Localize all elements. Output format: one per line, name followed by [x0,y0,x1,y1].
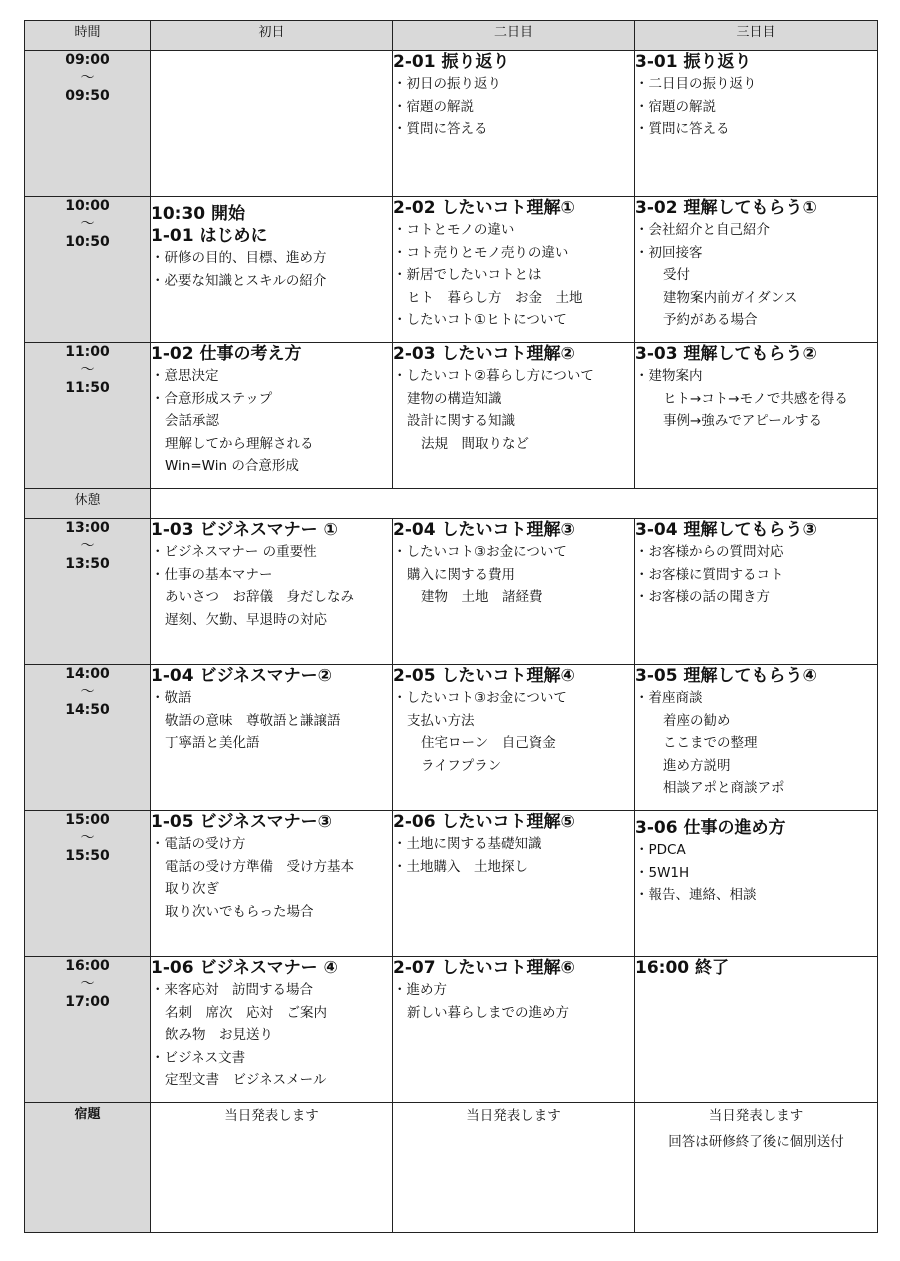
time-separator: ～ [80,216,95,232]
session-line: 名刺 席次 応対 ご案内 [165,1004,327,1021]
time-separator: ～ [80,684,95,700]
session-line: ・報告、連絡、相談 [635,887,757,903]
time-end: 14:50 [65,702,110,718]
session-title: 1-05 ビジネスマナー③ [151,812,333,832]
session-cell-day2 [393,957,635,1103]
session-line: ・着座商談 [635,690,703,706]
session-line: ・初回接客 [635,244,703,261]
session-line: 事例→強みでアピールする [663,413,823,429]
session-line: 取り次いでもらった場合 [165,903,314,920]
time-start: 10:00 [65,198,110,214]
session-line: ・お客様からの質問対応 [635,544,784,560]
break-label: 休憩 [25,489,151,519]
session-line: ・質問に答える [635,121,730,137]
session-line: ・合意形成ステップ [151,390,273,407]
session-title: 3-01 振り返り [635,52,752,72]
session-cell-day3 [635,957,878,1103]
session-cell-day2 [393,665,635,811]
session-line: ・5W1H [635,864,690,881]
time-start: 14:00 [65,666,110,682]
session-line: 設計に関する知識 [407,413,515,429]
session-title: 16:00 終了 [635,958,730,978]
session-line: 定型文書 ビジネスメール [165,1072,327,1088]
session-title: 2-05 したいコト理解④ [393,666,575,686]
homework-cell-day1 [151,1103,393,1233]
session-cell-day3 [635,343,878,489]
session-title: 2-07 したいコト理解⑥ [393,958,575,978]
session-cell-day2 [393,811,635,957]
homework-row [25,1103,878,1233]
session-title: 10:30 開始 [151,204,246,224]
session-line: ・二日目の振り返り [635,76,757,92]
session-line: 建物の構造知識 [407,390,502,407]
session-line: 支払い方法 [407,712,475,729]
session-cell-day1 [151,51,393,197]
homework-text: 回答は研修終了後に個別送付 [668,1134,844,1150]
time-end: 13:50 [65,556,110,572]
session-line: ・したいコト③お金について [393,544,567,560]
session-line: ・したいコト①ヒトについて [393,312,567,328]
session-line: 新しい暮らしまでの進め方 [407,1004,569,1021]
session-line: ・仕事の基本マナー [151,566,273,583]
session-line: 敬語の意味 尊敬語と謙譲語 [165,712,341,729]
time-slot [25,51,151,197]
time-separator: ～ [80,70,95,86]
time-slot [25,957,151,1103]
time-start: 13:00 [65,520,110,536]
time-end: 10:50 [65,234,110,250]
session-line: 購入に関する費用 [407,566,515,583]
session-line: ライフプラン [421,757,502,774]
session-line: ・宿題の解説 [393,98,474,115]
session-cell-day2 [393,519,635,665]
session-line: ・土地購入 土地探し [393,858,528,875]
header-day2: 二日目 [393,21,635,51]
time-end: 15:50 [65,848,110,864]
schedule-row [25,519,878,665]
time-slot [25,811,151,957]
header-time: 時間 [25,21,151,51]
session-cell-day1 [151,665,393,811]
session-title: 3-03 理解してもらう② [635,344,817,364]
time-start: 09:00 [65,52,110,68]
session-line: ・電話の受け方 [151,836,246,852]
session-line: ・宿題の解説 [635,98,716,115]
homework-text: 当日発表します [466,1108,561,1124]
session-line: ・ビジネスマナー の重要性 [151,544,317,560]
session-cell-day2 [393,51,635,197]
header-row [25,21,878,51]
header-day1: 初日 [151,21,393,51]
session-line: 住宅ローン 自己資金 [421,735,556,751]
session-title: 3-04 理解してもらう③ [635,520,817,540]
training-schedule-table [24,20,878,1233]
session-line: Win=Win の合意形成 [165,458,299,474]
session-cell-day1 [151,811,393,957]
time-start: 11:00 [65,344,110,360]
session-cell-day1 [151,343,393,489]
session-line: ・建物案内 [635,368,703,384]
session-line: 進め方説明 [663,757,731,774]
time-separator: ～ [80,976,95,992]
session-line: ・質問に答える [393,121,488,137]
time-start: 16:00 [65,958,110,974]
time-end: 09:50 [65,88,110,104]
session-cell-day3 [635,51,878,197]
session-cell-day3 [635,665,878,811]
time-start: 15:00 [65,812,110,828]
session-line: ・お客様に質問するコト [635,566,784,583]
session-line: 会話承認 [165,413,219,429]
session-line: 丁寧語と美化語 [165,735,260,751]
time-slot [25,665,151,811]
homework-text: 当日発表します [708,1108,804,1124]
session-line: 理解してから理解される [165,435,314,452]
schedule-row [25,957,878,1103]
session-line: ・コトとモノの違い [393,222,515,238]
session-line: ・進め方 [393,982,447,998]
header-day3: 三日目 [635,21,878,51]
session-line: ・コト売りとモノ売りの違い [393,244,569,261]
session-cell-day2 [393,197,635,343]
session-line: ・土地に関する基礎知識 [393,836,542,852]
session-title: 2-06 したいコト理解⑤ [393,812,575,832]
time-separator: ～ [80,830,95,846]
session-line: ・必要な知識とスキルの紹介 [151,272,327,289]
session-title: 1-03 ビジネスマナー ① [151,520,338,540]
break-row [25,489,878,519]
session-line: ・お客様の話の聞き方 [635,589,770,605]
session-cell-day1 [151,519,393,665]
schedule-row [25,811,878,957]
session-title: 1-02 仕事の考え方 [151,344,302,364]
schedule-row [25,51,878,197]
schedule-row [25,665,878,811]
time-separator: ～ [80,538,95,554]
session-line: 法規 間取りなど [421,435,529,452]
session-cell-day3 [635,811,878,957]
time-separator: ～ [80,362,95,378]
session-line: ・研修の目的、目標、進め方 [151,250,327,266]
homework-cell-day3 [635,1103,878,1233]
session-cell-day1 [151,957,393,1103]
session-line: ・来客応対 訪問する場合 [151,982,313,998]
session-title: 1-04 ビジネスマナー② [151,666,333,686]
session-cell-day2 [393,343,635,489]
session-cell-day3 [635,197,878,343]
session-title: 2-03 したいコト理解② [393,344,575,364]
time-slot [25,197,151,343]
session-line: ・PDCA [635,842,686,858]
session-line: 相談アポと商談アポ [663,780,785,796]
session-line: ・ビジネス文書 [151,1049,246,1066]
session-line: ・初日の振り返り [393,76,501,92]
session-line: 取り次ぎ [165,881,219,897]
session-line: ・したいコト②暮らし方について [393,368,594,384]
session-line: 飲み物 お見送り [165,1027,273,1043]
time-slot [25,519,151,665]
session-line: 建物案内前ガイダンス [663,289,798,306]
session-line: ここまでの整理 [663,735,758,751]
session-title: 3-05 理解してもらう④ [635,666,817,686]
session-title: 1-06 ビジネスマナー ④ [151,958,338,978]
session-line: ・新居でしたいコトとは [393,267,542,283]
session-line: ・したいコト③お金について [393,690,567,706]
session-line: ヒト→コト→モノで共感を得る [663,390,848,407]
schedule-row [25,343,878,489]
session-line: 予約がある場合 [663,312,758,328]
homework-label: 宿題 [25,1103,151,1233]
session-line: 建物 土地 諸経費 [421,589,543,605]
session-line: 受付 [663,267,690,283]
homework-text: 当日発表します [224,1108,319,1124]
session-line: 着座の勧め [663,712,731,729]
session-line: あいさつ お辞儀 身だしなみ [165,589,354,605]
homework-cell-day2 [393,1103,635,1233]
session-line: ・意思決定 [151,368,219,384]
break-span [151,489,878,519]
session-title: 2-01 振り返り [393,52,510,72]
session-title: 3-02 理解してもらう① [635,198,817,218]
session-line: ・敬語 [151,690,192,706]
session-title: 2-04 したいコト理解③ [393,520,575,540]
schedule-row [25,197,878,343]
time-slot [25,343,151,489]
session-title: 3-06 仕事の進め方 [635,818,786,838]
session-cell-day3 [635,519,878,665]
session-title: 1-01 はじめに [151,226,268,246]
session-line: 遅刻、欠勤、早退時の対応 [165,611,327,628]
session-title: 2-02 したいコト理解① [393,198,575,218]
time-end: 11:50 [65,380,110,396]
session-cell-day1 [151,197,393,343]
session-line: 電話の受け方準備 受け方基本 [165,858,354,875]
time-end: 17:00 [65,994,110,1010]
session-line: ヒト 暮らし方 お金 土地 [407,289,583,306]
session-line: ・会社紹介と自己紹介 [635,222,770,238]
